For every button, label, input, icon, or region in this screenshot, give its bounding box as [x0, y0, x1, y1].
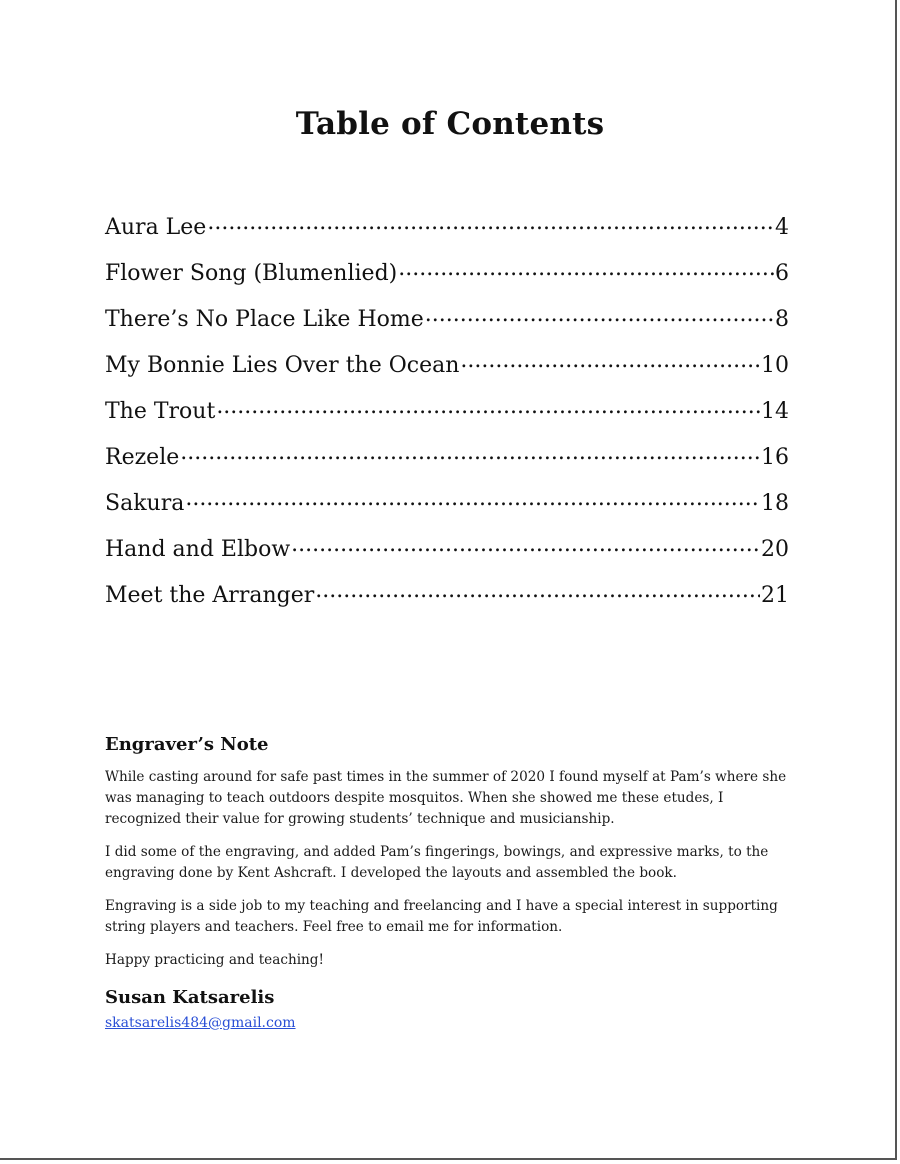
toc-entry [105, 300, 789, 346]
toc-entry [105, 254, 789, 300]
engravers-note [105, 734, 795, 1031]
toc-entry-title: My Bonnie Lies Over the Ocean [105, 353, 460, 378]
table-of-contents [105, 208, 789, 622]
toc-entry-page: 20 [761, 537, 789, 562]
toc-leader-dots [185, 488, 760, 510]
note-paragraph: Engraving is a side job to my teaching and freelancing and I have a special interest in supporting string players and teachers. Feel free to email me for information. [105, 898, 778, 935]
toc-entry-page: 6 [775, 261, 789, 286]
toc-entry [105, 208, 789, 254]
toc-entry-page: 8 [775, 307, 789, 332]
note-heading: Engraver’s Note [105, 734, 269, 755]
toc-entry [105, 392, 789, 438]
toc-entry-page: 21 [761, 583, 789, 608]
toc-entry-title: Flower Song (Blumenlied) [105, 261, 398, 286]
toc-entry-page: 18 [761, 491, 789, 516]
toc-entry-title: Aura Lee [105, 215, 207, 240]
toc-entry-title: Hand and Elbow [105, 537, 291, 562]
page-title: Table of Contents [295, 106, 605, 142]
toc-entry [105, 346, 789, 392]
toc-entry [105, 484, 789, 530]
email-link[interactable]: skatsarelis484@gmail.com [105, 1015, 296, 1031]
toc-entry-title: The Trout [105, 399, 216, 424]
toc-entry [105, 530, 789, 576]
toc-entry [105, 576, 789, 622]
toc-leader-dots [460, 350, 760, 372]
toc-entry-page: 4 [775, 215, 789, 240]
toc-leader-dots [180, 442, 760, 464]
note-paragraph: I did some of the engraving, and added Pam’s fingerings, bowings, and expressive marks, to the engraving done by Kent Ashcraft. I developed the layouts and assembled the book. [105, 844, 769, 881]
toc-entry-page: 10 [761, 353, 789, 378]
toc-entry-page: 16 [761, 445, 789, 470]
note-paragraph: Happy practicing and teaching! [105, 952, 324, 968]
toc-entry-page: 14 [761, 399, 789, 424]
toc-entry-title: Meet the Arranger [105, 583, 315, 608]
toc-leader-dots [291, 534, 760, 556]
toc-entry-title: Sakura [105, 491, 185, 516]
toc-entry-title: Rezele [105, 445, 180, 470]
signature-name: Susan Katsarelis [105, 987, 275, 1008]
toc-leader-dots [315, 580, 760, 602]
toc-entry-title: There’s No Place Like Home [105, 307, 424, 332]
note-paragraph: While casting around for safe past times in the summer of 2020 I found myself at Pam’s where she was managing to teach outdoors despite mosquitos. When she showed me these etudes, I recognized their value for growing students’ technique and musicianship. [105, 769, 787, 827]
toc-entry [105, 438, 789, 484]
toc-leader-dots [398, 258, 774, 280]
toc-leader-dots [207, 212, 774, 234]
toc-leader-dots [216, 396, 760, 418]
toc-leader-dots [425, 304, 774, 326]
